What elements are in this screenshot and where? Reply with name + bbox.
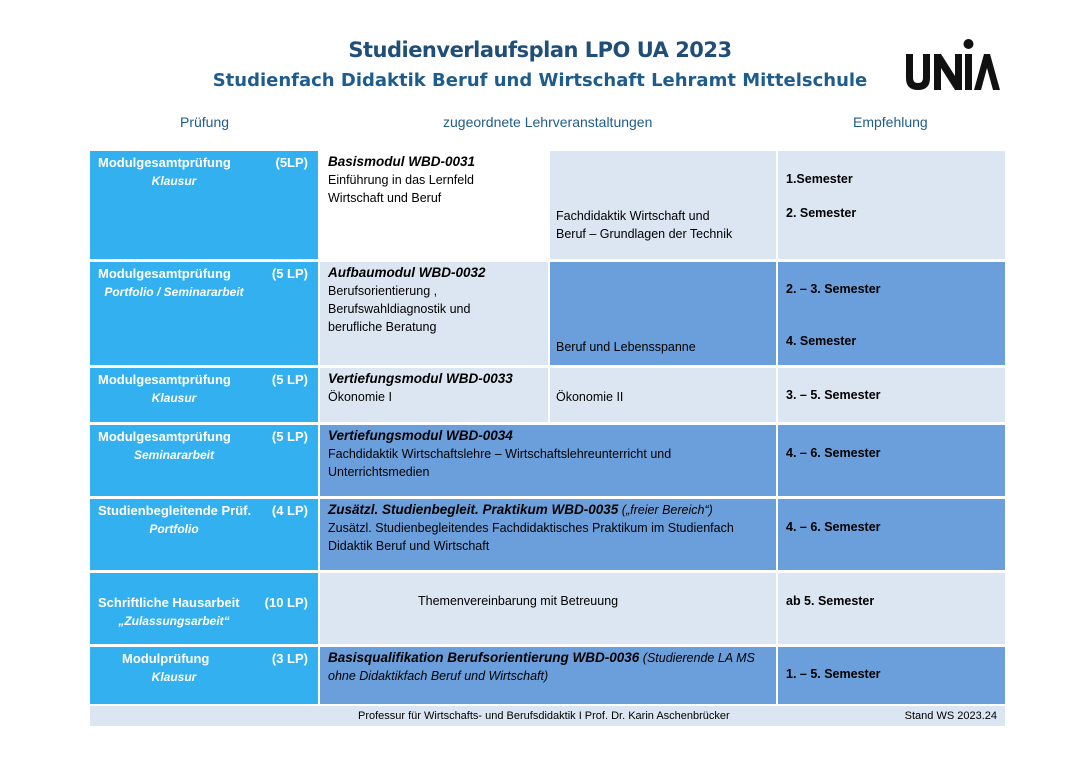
extra-line: Beruf – Grundlagen der Technik [556, 227, 733, 241]
footer-professur: Professur für Wirtschafts- und Berufsdidaktik I Prof. Dr. Karin Aschenbrücker [358, 710, 730, 722]
university-logo [904, 38, 1000, 94]
extra-line: Beruf und Lebensspanne [556, 340, 696, 354]
pruefung-cell-row3 [90, 368, 318, 422]
empfehlung-value: 3. – 5. Semester [786, 388, 881, 402]
pruefung-name: Modulprüfung [122, 651, 210, 666]
modul-cell-row1 [320, 151, 548, 259]
pruefung-name: Modulgesamtprüfung [98, 372, 231, 387]
extra-cell-row1 [550, 151, 776, 259]
modul-desc: Berufsorientierung , [328, 284, 438, 298]
page-subtitle: Studienfach Didaktik Beruf und Wirtschaft Lehramt Mittelschule [212, 70, 868, 91]
column-header-pruefung: Prüfung [180, 114, 230, 130]
empfehlung-value: 2. Semester [786, 206, 857, 220]
modul-title: Vertiefungsmodul WBD-0034 [328, 428, 513, 443]
modul-desc: Fachdidaktik Wirtschaftslehre – Wirtschaftslehreunterricht und [328, 447, 672, 461]
modul-cell-row3 [320, 368, 548, 422]
modul-desc: Berufswahldiagnostik und [328, 302, 471, 316]
pruefung-form: Klausur [151, 670, 197, 684]
empfehlung-value: ab 5. Semester [786, 594, 875, 608]
pruefung-name: Modulgesamtprüfung [98, 266, 231, 281]
modul-title: Vertiefungsmodul WBD-0033 [328, 371, 513, 386]
pruefung-form: Seminararbeit [133, 448, 215, 462]
pruefung-cell-row6 [90, 573, 318, 644]
pruefung-cell-row1 [90, 151, 318, 259]
modul-desc: Zusätzl. Studienbegleitendes Fachdidaktisches Praktikum im Studienfach [328, 521, 734, 535]
empfehlung-value: 1. – 5. Semester [786, 667, 881, 681]
pruefung-cell-row7 [90, 647, 318, 704]
modul-desc: berufliche Beratung [328, 320, 437, 334]
pruefung-lp: (5 LP) [271, 372, 308, 387]
empfehlung-cell-row5 [778, 499, 1005, 570]
pruefung-form: Klausur [151, 391, 197, 405]
modul-title: Basismodul WBD-0031 [328, 154, 476, 169]
modul-cell-row4 [320, 425, 776, 496]
pruefung-cell-row5 [90, 499, 318, 570]
pruefung-form: Portfolio / Seminararbeit [104, 285, 244, 299]
page-title: Studienverlaufsplan LPO UA 2023 [348, 38, 732, 62]
empfehlung-cell-row4 [778, 425, 1005, 496]
empfehlung-value: 4. – 6. Semester [786, 446, 881, 460]
modul-desc: ohne Didaktikfach Beruf und Wirtschaft) [328, 669, 549, 683]
empfehlung-value: 2. – 3. Semester [786, 282, 881, 296]
pruefung-form: „Zulassungsarbeit“ [118, 614, 230, 628]
modul-cell-row5 [320, 499, 776, 570]
modul-desc: Unterrichtsmedien [328, 465, 430, 479]
modul-title: Basisqualifikation Berufsorientierung WBD-0036 [328, 650, 640, 665]
pruefung-name: Modulgesamtprüfung [98, 155, 231, 170]
footer [90, 706, 1005, 726]
modul-cell-row6 [320, 573, 776, 644]
modul-desc: Ökonomie I [328, 390, 392, 404]
pruefung-cell-row4 [90, 425, 318, 496]
column-header-lehrveranstaltungen: zugeordnete Lehrveranstaltungen [443, 114, 653, 130]
modul-desc: Didaktik Beruf und Wirtschaft [328, 539, 490, 553]
modul-title: Zusätzl. Studienbegleit. Praktikum WBD-0035 [328, 502, 619, 517]
pruefung-lp: (5 LP) [271, 429, 308, 444]
empfehlung-cell-row6 [778, 573, 1005, 644]
empfehlung-value: 1.Semester [786, 172, 853, 186]
empfehlung-cell-row2 [778, 262, 1005, 365]
modul-note: (Studierende LA MS [639, 651, 755, 665]
empfehlung-cell-row1 [778, 151, 1005, 259]
pruefung-form: Portfolio [149, 522, 199, 536]
empfehlung-cell-row3 [778, 368, 1005, 422]
pruefung-lp: (5 LP) [271, 266, 308, 281]
pruefung-name: Modulgesamtprüfung [98, 429, 231, 444]
modul-note: („freier Bereich“) [618, 503, 713, 517]
pruefung-lp: (10 LP) [264, 595, 308, 610]
modul-cell-row2 [320, 262, 548, 365]
footer-stand: Stand WS 2023.24 [904, 710, 997, 722]
themenvereinbarung-text: Themenvereinbarung mit Betreuung [418, 594, 619, 608]
column-header-empfehlung: Empfehlung [853, 114, 928, 130]
extra-line: Ökonomie II [556, 390, 624, 404]
extra-line: Fachdidaktik Wirtschaft und [556, 209, 710, 223]
pruefung-cell-row2 [90, 262, 318, 365]
empfehlung-value: 4. – 6. Semester [786, 520, 881, 534]
extra-cell-row2 [550, 262, 776, 365]
pruefung-form: Klausur [151, 174, 197, 188]
pruefung-name: Studienbegleitende Prüf. [98, 503, 252, 518]
pruefung-name: Schriftliche Hausarbeit [98, 595, 240, 610]
modul-desc: Wirtschaft und Beruf [328, 191, 442, 205]
pruefung-lp: (5LP) [275, 155, 308, 170]
modul-title: Aufbaumodul WBD-0032 [328, 265, 486, 280]
empfehlung-cell-row7 [778, 647, 1005, 704]
extra-cell-row3 [550, 368, 776, 422]
empfehlung-value: 4. Semester [786, 334, 857, 348]
modul-desc: Einführung in das Lernfeld [328, 173, 474, 187]
pruefung-lp: (3 LP) [271, 651, 308, 666]
pruefung-lp: (4 LP) [271, 503, 308, 518]
modul-cell-row7 [320, 647, 776, 704]
